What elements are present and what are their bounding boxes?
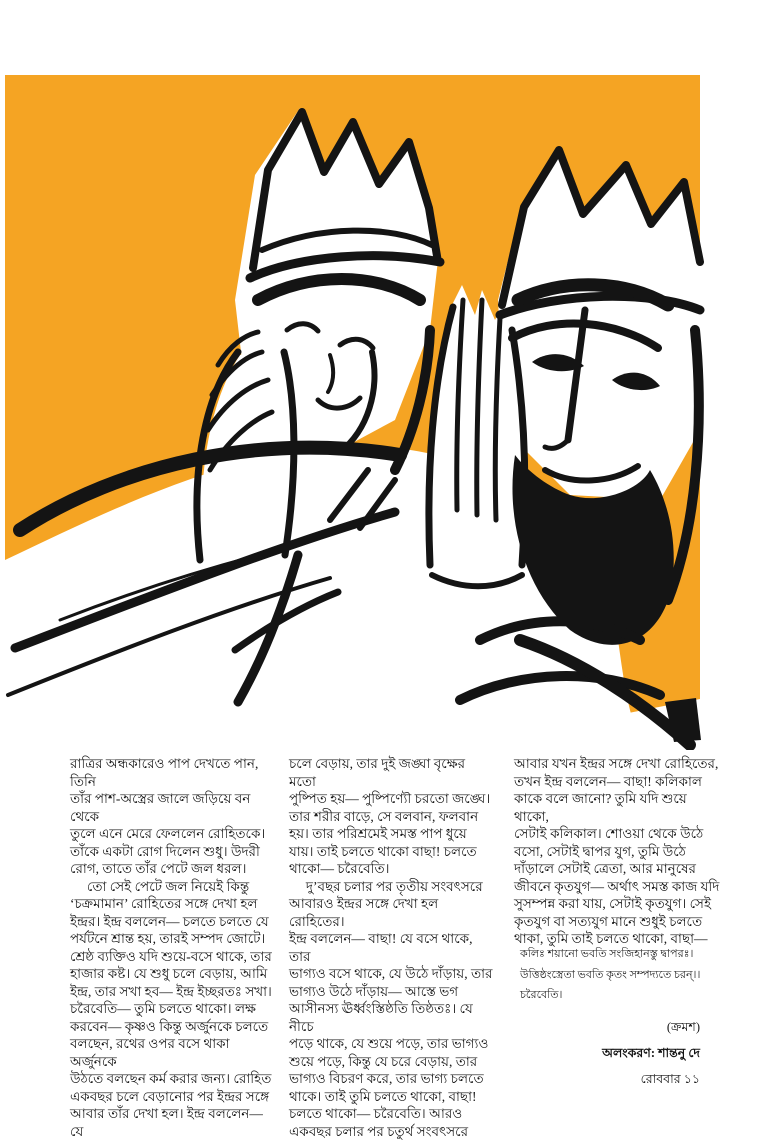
text-line: উত্তিষ্ঠংস্ত্রেতা ভবতি কৃতং সম্পদ্যতে চরন্।। xyxy=(520,968,701,981)
text-line: বসো, সেটাই দ্বাপর যুগ, তুমি উঠে xyxy=(514,843,686,859)
text-line: দু’বছর চলার পর তৃতীয় সংবৎসরে xyxy=(289,878,483,894)
text-column-2 xyxy=(289,755,495,1140)
text-line: চরৈবেতি। xyxy=(520,989,563,1001)
text-line: আবার যখন ইন্দ্রর সঙ্গে দেখা রোহিতের, xyxy=(514,756,719,771)
text-line: কলিঃ শয়ানো ভবতি সংজিহানস্তু দ্বাপরঃ। xyxy=(520,948,694,960)
text-line: ইন্দ্র, তার সখা হব— ইন্দ্র ইচ্ছরতঃ সখা। xyxy=(70,983,272,999)
text-line: ভাগ্যও বিচরণ করে, তার ভাগ্য চলতে xyxy=(289,1071,484,1086)
text-line: ইন্দ্রর। ইন্দ্র বললেন— চলতে চলতে যে xyxy=(70,913,269,929)
text-line: বলছেন, রথের ওপর বসে থাকা অর্জুনকে xyxy=(70,1036,233,1069)
text-line: কাকে বলে জানো? তুমি যদি শুয়ে থাকো, xyxy=(514,791,691,824)
text-line: চরৈবেতি— তুমি চলতে থাকো। লক্ষ xyxy=(70,1001,256,1016)
text-line: থাকে। তাই তুমি চলতে থাকো, বাছা! xyxy=(289,1088,477,1104)
text-line: একবছর চলার পর চতুর্থ সংবৎসরে xyxy=(289,1123,468,1139)
text-line: আবার তাঁর দেখা হল। ইন্দ্র বললেন— যে xyxy=(70,1106,267,1139)
text-line: থাকা, তুমি তাই চলতে থাকো, বাছা— xyxy=(514,931,708,946)
text-line: উঠতে বলছেন কর্ম করার জন্য। রোহিত xyxy=(70,1071,272,1086)
text-line: পুষ্পিত হয়— পুষ্পিণ্যৌ চরতো জঙ্ঘে। xyxy=(289,791,491,806)
text-line: তাঁর পাশ-অস্ত্রের জালে জড়িয়ে বন থেকে xyxy=(70,791,254,824)
text-line: পড়ে থাকে, যে শুয়ে পড়ে, তার ভাগ্যও xyxy=(289,1036,489,1051)
text-line: জীবনে কৃতযুগ— অর্থাৎ সমস্ত কাজ যদি xyxy=(514,878,720,894)
text-line: চলতে থাকো— চরৈবেতি। আরও xyxy=(289,1106,463,1121)
text-line: চলে বেড়ায়, তার দুই জঙ্ঘা বৃক্ষের মতো xyxy=(289,756,469,789)
text-line: আবারও ইন্দ্রর সঙ্গে দেখা হল রোহিতের। xyxy=(289,896,442,929)
text-line: তখন ইন্দ্র বললেন— বাছা! কলিকাল xyxy=(514,773,702,789)
text-line: সেটাই কলিকাল। শোওয়া থেকে উঠে xyxy=(514,826,704,841)
text-line: তাঁকে একটা রোগ দিলেন শুধু। উদরী xyxy=(70,843,260,859)
text-line: দাঁড়ালে সেটাই ত্রেতা, আর মানুষের xyxy=(514,861,696,876)
text-line: যায়। তাই চলতে থাকো বাছা! চলতে xyxy=(289,843,477,859)
text-column-3 xyxy=(514,755,720,948)
text-line: ‘চক্রমামান’ রোহিতের সঙ্গে দেখা হল xyxy=(70,896,258,911)
text-line: শ্রেষ্ঠ ব্যক্তিও যদি শুয়ে-বসে থাকে, তার xyxy=(70,948,272,964)
text-line: ইন্দ্র বললেন— বাছা! যে বসে থাকে, তার xyxy=(289,931,476,964)
sanskrit-verse xyxy=(520,944,720,1006)
text-column-1 xyxy=(70,755,276,1140)
text-line: হাজার কষ্ট। যে শুধু চলে বেড়ায়, আমি xyxy=(70,966,268,981)
text-line: করবেন— কৃষ্ণও কিন্তু অর্জুনকে চলতে xyxy=(70,1018,269,1034)
text-line: কৃতযুগ বা সত্যযুগ মানে শুধুই চলতে xyxy=(514,913,703,929)
illustration-credit: অলংকরণ: শান্তনু দে xyxy=(602,1046,700,1060)
text-line: ভাগ্যও বসে থাকে, যে উঠে দাঁড়ায়, তার xyxy=(289,966,493,981)
text-line: সুসম্পন্ন করা যায়, সেটাই কৃতযুগ। সেই xyxy=(514,896,711,911)
text-line: তার শরীর বাড়ে, সে বলবান, ফলবান xyxy=(289,808,479,824)
text-line: তো সেই পেটে জল নিয়েই কিন্তু xyxy=(70,878,250,894)
text-line: শুয়ে পড়ে, কিন্তু যে চরে বেড়ায়, তার xyxy=(289,1053,478,1069)
text-line: আসীনস্য ঊর্ধ্বংস্তিষ্ঠতি তিষ্ঠতঃ। যে নীচে xyxy=(289,1001,477,1034)
text-line: থাকো— চরৈবেতি। xyxy=(289,861,390,876)
text-line: তুলে এনে মেরে ফেললেন রোহিতকে। xyxy=(70,826,266,841)
text-line: রোগ, তাতে তাঁর পেটে জল ধরল। xyxy=(70,861,247,876)
text-line: পর্যটনে শ্রান্ত হয়, তারই সম্পদ জোটে। xyxy=(70,931,266,946)
continuation-marker: (ক্রমশ) xyxy=(666,1020,700,1034)
text-line: ভাগ্যও উঠে দাঁড়ায়— আস্তে ভগ xyxy=(289,983,459,999)
text-line: রাত্রির অন্ধকারেও পাপ দেখতে পান, তিনি xyxy=(70,756,262,789)
text-line: হয়। তার পরিশ্রমেই সমস্ত পাপ ধুয়ে xyxy=(289,826,467,841)
page-number: রোববার ১১ xyxy=(640,1072,700,1086)
text-line: একবছর চলে বেড়ানোর পর ইন্দ্রর সঙ্গে xyxy=(70,1088,270,1104)
